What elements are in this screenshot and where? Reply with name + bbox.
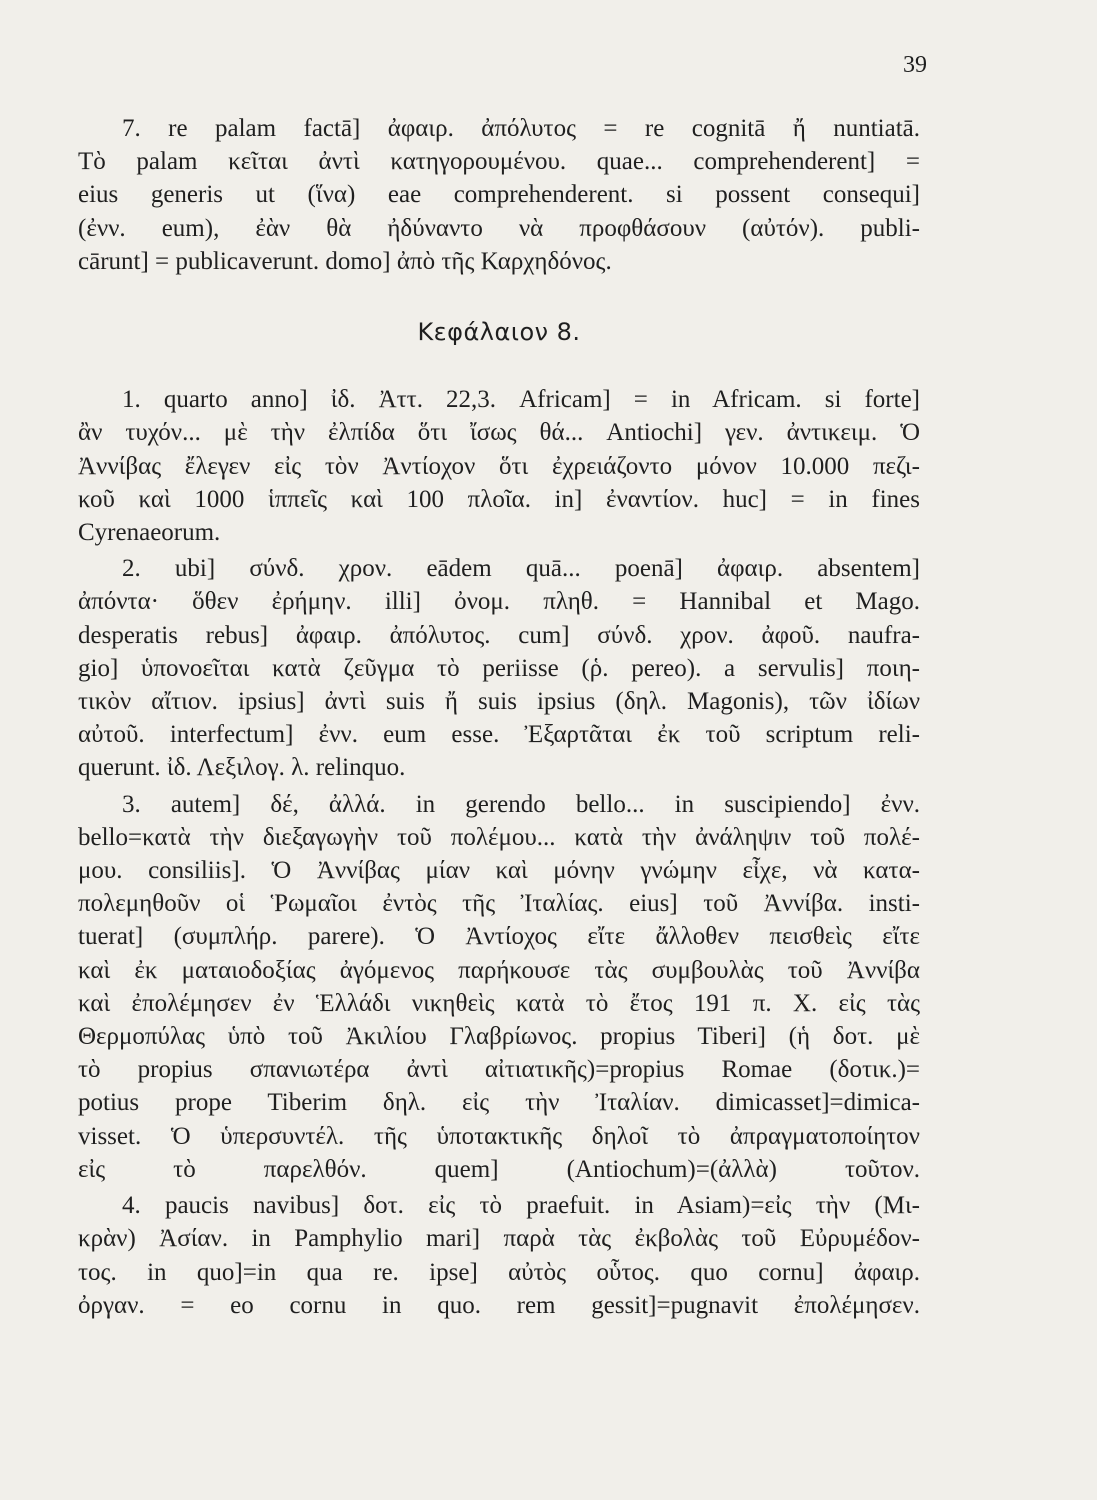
text-line: 1. quarto anno] ἰδ. Ἀττ. 22,3. Africam] = in Africam. si forte] [122, 386, 920, 414]
text-line: ὀργαν. = eo cornu in quo. rem gessit]=pugnavit ἐπολέμησεν. [78, 1291, 920, 1319]
text-line: καὶ ἐκ ματαιοδοξίας ἀγόμενος παρήκουσε τὰς συμβουλὰς τοῦ Ἀννίβα [78, 956, 920, 984]
text-column [78, 112, 920, 1325]
text-line: Θερμοπύλας ὑπὸ τοῦ Ἀκιλίου Γλαβρίωνος. propius Tiberi] (ἡ δοτ. μὲ [78, 1023, 920, 1051]
text-line: Τὸ palam κεῖται ἀντὶ κατηγορουμένου. quae... comprehenderent] = [78, 148, 920, 176]
text-line: τικὸν αἴτιον. ipsius] ἀντὶ suis ἤ suis ipsius (δηλ. Magonis), τῶν ἰδίων [78, 688, 920, 716]
paragraph-7 [78, 112, 920, 278]
text-line: tuerat] (συμπλήρ. parere). Ὁ Ἀντίοχος εἴτε ἄλλοθεν πεισθεὶς εἴτε [78, 923, 920, 951]
text-line: desperatis rebus] ἀφαιρ. ἀπόλυτος. cum] σύνδ. χρον. ἀφοῦ. naufra- [78, 621, 920, 649]
text-line: potius prope Tiberim δηλ. εἰς τὴν Ἰταλίαν. dimicasset]=dimica- [78, 1089, 920, 1117]
paragraph-4 [78, 1189, 920, 1322]
text-line: querunt. ἰδ. Λεξιλογ. λ. relinquo. [78, 754, 406, 782]
text-line: κοῦ καὶ 1000 ἱππεῖς καὶ 100 πλοῖα. in] ἐναντίον. huc] = in fines [78, 485, 920, 513]
text-line: ἀπόντα· ὅθεν ἐρήμην. illi] ὀνομ. πληθ. = Hannibal et Mago. [78, 588, 920, 616]
chapter-heading: Κεφάλαιον 8. [417, 318, 581, 347]
text-line: 2. ubi] σύνδ. χρον. eādem quā... poenā] ἀφαιρ. absentem] [122, 555, 920, 583]
text-line: cārunt] = publicaverunt. domo] ἀπὸ τῆς Καρχηδόνος. [78, 247, 612, 275]
text-line: eius generis ut (ἵνα) eae comprehenderent. si possent consequi] [78, 181, 920, 209]
text-line: πολεμηθοῦν οἱ Ῥωμαῖοι ἐντὸς τῆς Ἰταλίας. eius] τοῦ Ἀννίβα. insti- [78, 890, 920, 918]
text-line: visset. Ὁ ὑπερσυντέλ. τῆς ὑποτακτικῆς δηλοῖ τὸ ἀπραγματοποίητον [78, 1122, 920, 1150]
text-line: bello=κατὰ τὴν διεξαγωγὴν τοῦ πολέμου... κατὰ τὴν ἀνάληψιν τοῦ πολέ- [78, 823, 920, 851]
text-line: 3. autem] δέ, ἀλλά. in gerendo bello... in suscipiendo] ἐνν. [122, 790, 920, 818]
text-line: 4. paucis navibus] δοτ. εἰς τὸ praefuit. in Asiam)=εἰς τὴν (Μι- [122, 1192, 920, 1220]
text-line: Ἀννίβας ἔλεγεν εἰς τὸν Ἀντίοχον ὅτι ἐχρειάζοντο μόνον 10.000 πεζι- [78, 452, 920, 480]
paragraph-3 [78, 788, 920, 1186]
paragraph-2 [78, 552, 920, 784]
text-line: (ἐνν. eum), ἐὰν θὰ ἠδύναντο νὰ προφθάσουν (αὐτόν). publi- [78, 214, 920, 242]
text-line: 7. re palam factā] ἀφαιρ. ἀπόλυτος = re cognitā ἤ nuntiatā. [122, 115, 920, 142]
paragraph-1 [78, 383, 920, 549]
text-line: καὶ ἐπολέμησεν ἐν Ἑλλάδι νικηθεὶς κατὰ τὸ ἔτος 191 π. Χ. εἰς τὰς [78, 989, 920, 1017]
text-line: ἂν τυχόν... μὲ τὴν ἐλπίδα ὅτι ἴσως θά... Antiochi] γεν. ἀντικειμ. Ὁ [78, 419, 920, 447]
text-line: Cyrenaeorum. [78, 519, 221, 547]
page-number: 39 [903, 52, 927, 78]
text-line: αὐτοῦ. interfectum] ἐνν. eum esse. Ἐξαρτᾶται ἐκ τοῦ scriptum reli- [78, 721, 920, 749]
text-line: μου. consiliis]. Ὁ Ἀννίβας μίαν καὶ μόνην γνώμην εἶχε, νὰ κατα- [78, 857, 920, 885]
text-line: κρὰν) Ἀσίαν. in Pamphylio mari] παρὰ τὰς ἐκβολὰς τοῦ Εὐρυμέδον- [78, 1225, 920, 1253]
text-line: τὸ propius σπανιωτέρα ἀντὶ αἰτιατικῆς)=propius Romae (δοτικ.)= [78, 1056, 920, 1084]
text-line: gio] ὑπονοεῖται κατὰ ζεῦγμα τὸ periisse (ῥ. pereo). a servulis] ποιη- [78, 654, 920, 682]
text-line: τος. in quo]=in qua re. ipse] αὐτὸς οὗτος. quo cornu] ἀφαιρ. [78, 1258, 920, 1286]
text-line: εἰς τὸ παρελθόν. quem] (Antiochum)=(ἀλλὰ) τοῦτον. [78, 1155, 920, 1183]
